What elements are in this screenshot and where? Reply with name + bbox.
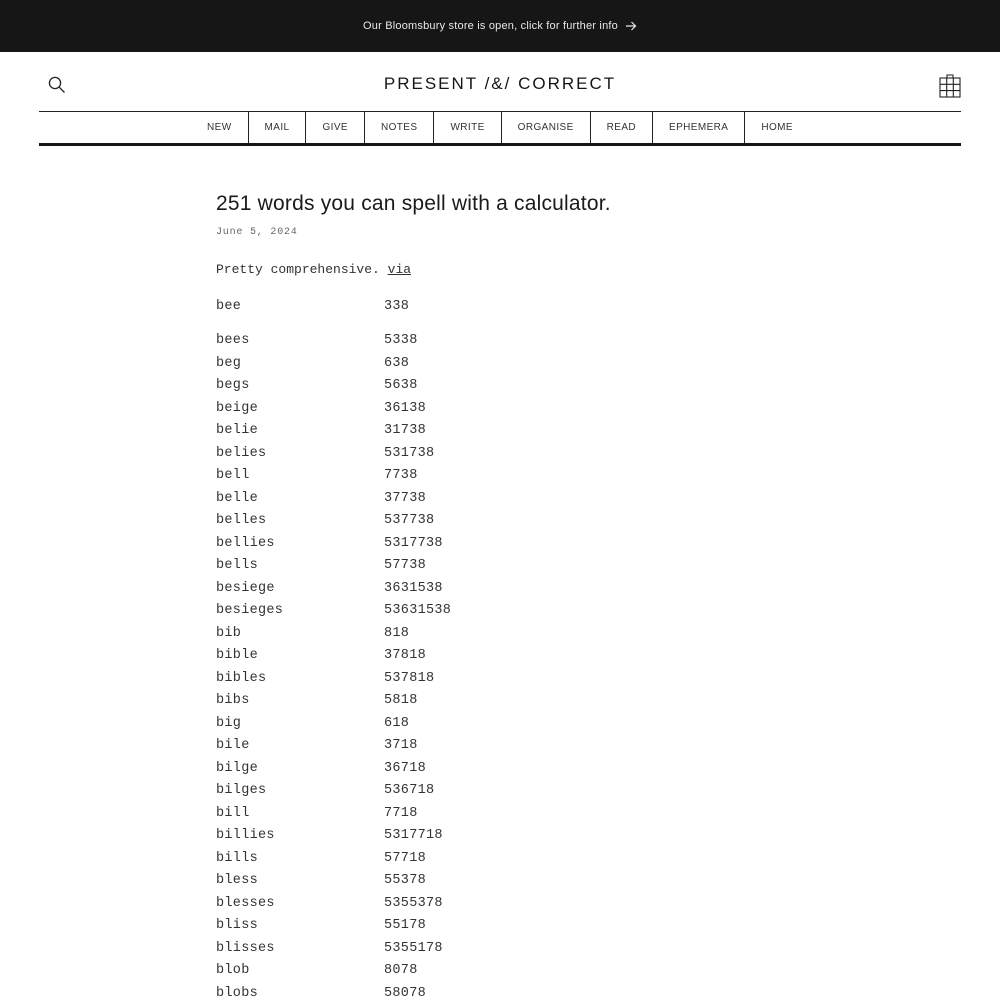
nav-item-ephemera[interactable]: EPHEMERA: [652, 112, 744, 143]
announcement-text: Our Bloomsbury store is open, click for further info: [363, 20, 618, 32]
nav-item-home[interactable]: HOME: [744, 112, 809, 143]
calculator-number: 638: [384, 355, 410, 371]
word: bee: [216, 298, 242, 314]
list-item: [216, 690, 776, 713]
calculator-number: 536718: [384, 783, 435, 799]
word: bilges: [216, 783, 267, 799]
list-item: [216, 847, 776, 870]
word: bibles: [216, 670, 267, 686]
site-logo[interactable]: PRESENT /&/ CORRECT: [383, 74, 617, 93]
word: bible: [216, 648, 259, 664]
site-header: [39, 52, 961, 112]
word: belie: [216, 423, 259, 439]
intro-text: Pretty comprehensive.: [216, 262, 380, 277]
calculator-number: 5355378: [384, 895, 443, 911]
via-link[interactable]: via: [387, 262, 412, 277]
calculator-number: 37738: [384, 490, 427, 506]
calculator-number: 36718: [384, 760, 427, 776]
word: bills: [216, 850, 259, 866]
word: bilge: [216, 760, 259, 776]
word: bile: [216, 738, 250, 754]
calculator-number: 531738: [384, 445, 435, 461]
word: beg: [216, 355, 242, 371]
word: bellies: [216, 535, 275, 551]
post-title: 251 words you can spell with a calculator.: [216, 192, 611, 215]
list-item: [216, 532, 776, 555]
list-item: [216, 825, 776, 848]
list-item: [216, 757, 776, 780]
list-item: [216, 375, 776, 398]
list-item: [216, 667, 776, 690]
calculator-number: 5317718: [384, 828, 443, 844]
calculator-number: 537738: [384, 513, 435, 529]
word: bells: [216, 558, 259, 574]
calculator-number: 3631538: [384, 580, 443, 596]
list-item: [216, 780, 776, 803]
word: bless: [216, 873, 259, 889]
announcement-bar[interactable]: [0, 0, 1000, 52]
calculator-number: 55378: [384, 873, 427, 889]
word: belles: [216, 513, 267, 529]
list-item: [216, 295, 776, 318]
word: bees: [216, 333, 250, 349]
calculator-number: 5355178: [384, 940, 443, 956]
word: belies: [216, 445, 267, 461]
word: bib: [216, 625, 242, 641]
nav-item-organise[interactable]: ORGANISE: [501, 112, 590, 143]
list-item: [216, 870, 776, 893]
list-item: [216, 937, 776, 960]
calculator-number: 5317738: [384, 535, 443, 551]
post-content: [216, 146, 776, 1005]
list-item: [216, 352, 776, 375]
arrow-right-icon: [626, 21, 637, 31]
word-list: [216, 295, 776, 1005]
calculator-number: 5818: [384, 693, 418, 709]
list-item: [216, 330, 776, 353]
word: begs: [216, 378, 250, 394]
list-item: [216, 960, 776, 983]
calculator-number: 8078: [384, 963, 418, 979]
calculator-number: 57718: [384, 850, 427, 866]
list-item: [216, 510, 776, 533]
word: beige: [216, 400, 259, 416]
nav-item-give[interactable]: GIVE: [305, 112, 364, 143]
calculator-number: 338: [384, 298, 410, 314]
word: blob: [216, 963, 250, 979]
word: bill: [216, 805, 250, 821]
calculator-number: 618: [384, 715, 410, 731]
calculator-number: 7718: [384, 805, 418, 821]
calculator-number: 53631538: [384, 603, 452, 619]
word: belle: [216, 490, 259, 506]
word: big: [216, 715, 242, 731]
calculator-number: 57738: [384, 558, 427, 574]
nav-item-read[interactable]: READ: [590, 112, 652, 143]
calculator-number: 31738: [384, 423, 427, 439]
word: bliss: [216, 918, 259, 934]
calculator-number: 3718: [384, 738, 418, 754]
list-item: [216, 712, 776, 735]
list-item: [216, 735, 776, 758]
word: besieges: [216, 603, 284, 619]
list-item: [216, 465, 776, 488]
list-item: [216, 982, 776, 1005]
list-item: [216, 397, 776, 420]
post-date: June 5, 2024: [216, 227, 298, 238]
nav-item-mail[interactable]: MAIL: [248, 112, 306, 143]
main-nav: [39, 112, 961, 146]
list-item: [216, 622, 776, 645]
list-item: [216, 577, 776, 600]
calculator-number: 7738: [384, 468, 418, 484]
word: bibs: [216, 693, 250, 709]
list-item: [216, 442, 776, 465]
list-item: [216, 600, 776, 623]
word: billies: [216, 828, 275, 844]
word: besiege: [216, 580, 275, 596]
calculator-number: 818: [384, 625, 410, 641]
calculator-number: 5338: [384, 333, 418, 349]
calculator-number: 5638: [384, 378, 418, 394]
calculator-number: 55178: [384, 918, 427, 934]
word: bell: [216, 468, 250, 484]
list-item: [216, 915, 776, 938]
calculator-number: 37818: [384, 648, 427, 664]
word: blisses: [216, 940, 275, 956]
list-item: [216, 420, 776, 443]
list-item: [216, 892, 776, 915]
list-item: [216, 555, 776, 578]
calculator-number: 537818: [384, 670, 435, 686]
word: blesses: [216, 895, 275, 911]
nav-item-notes[interactable]: NOTES: [364, 112, 433, 143]
list-item: [216, 802, 776, 825]
calculator-number: 58078: [384, 985, 427, 1001]
nav-item-write[interactable]: WRITE: [433, 112, 500, 143]
list-item: [216, 645, 776, 668]
word: blobs: [216, 985, 259, 1001]
calculator-number: 36138: [384, 400, 427, 416]
basket-icon[interactable]: [939, 73, 961, 98]
list-item: [216, 487, 776, 510]
nav-item-new[interactable]: NEW: [207, 122, 232, 133]
post-intro: [216, 262, 776, 277]
